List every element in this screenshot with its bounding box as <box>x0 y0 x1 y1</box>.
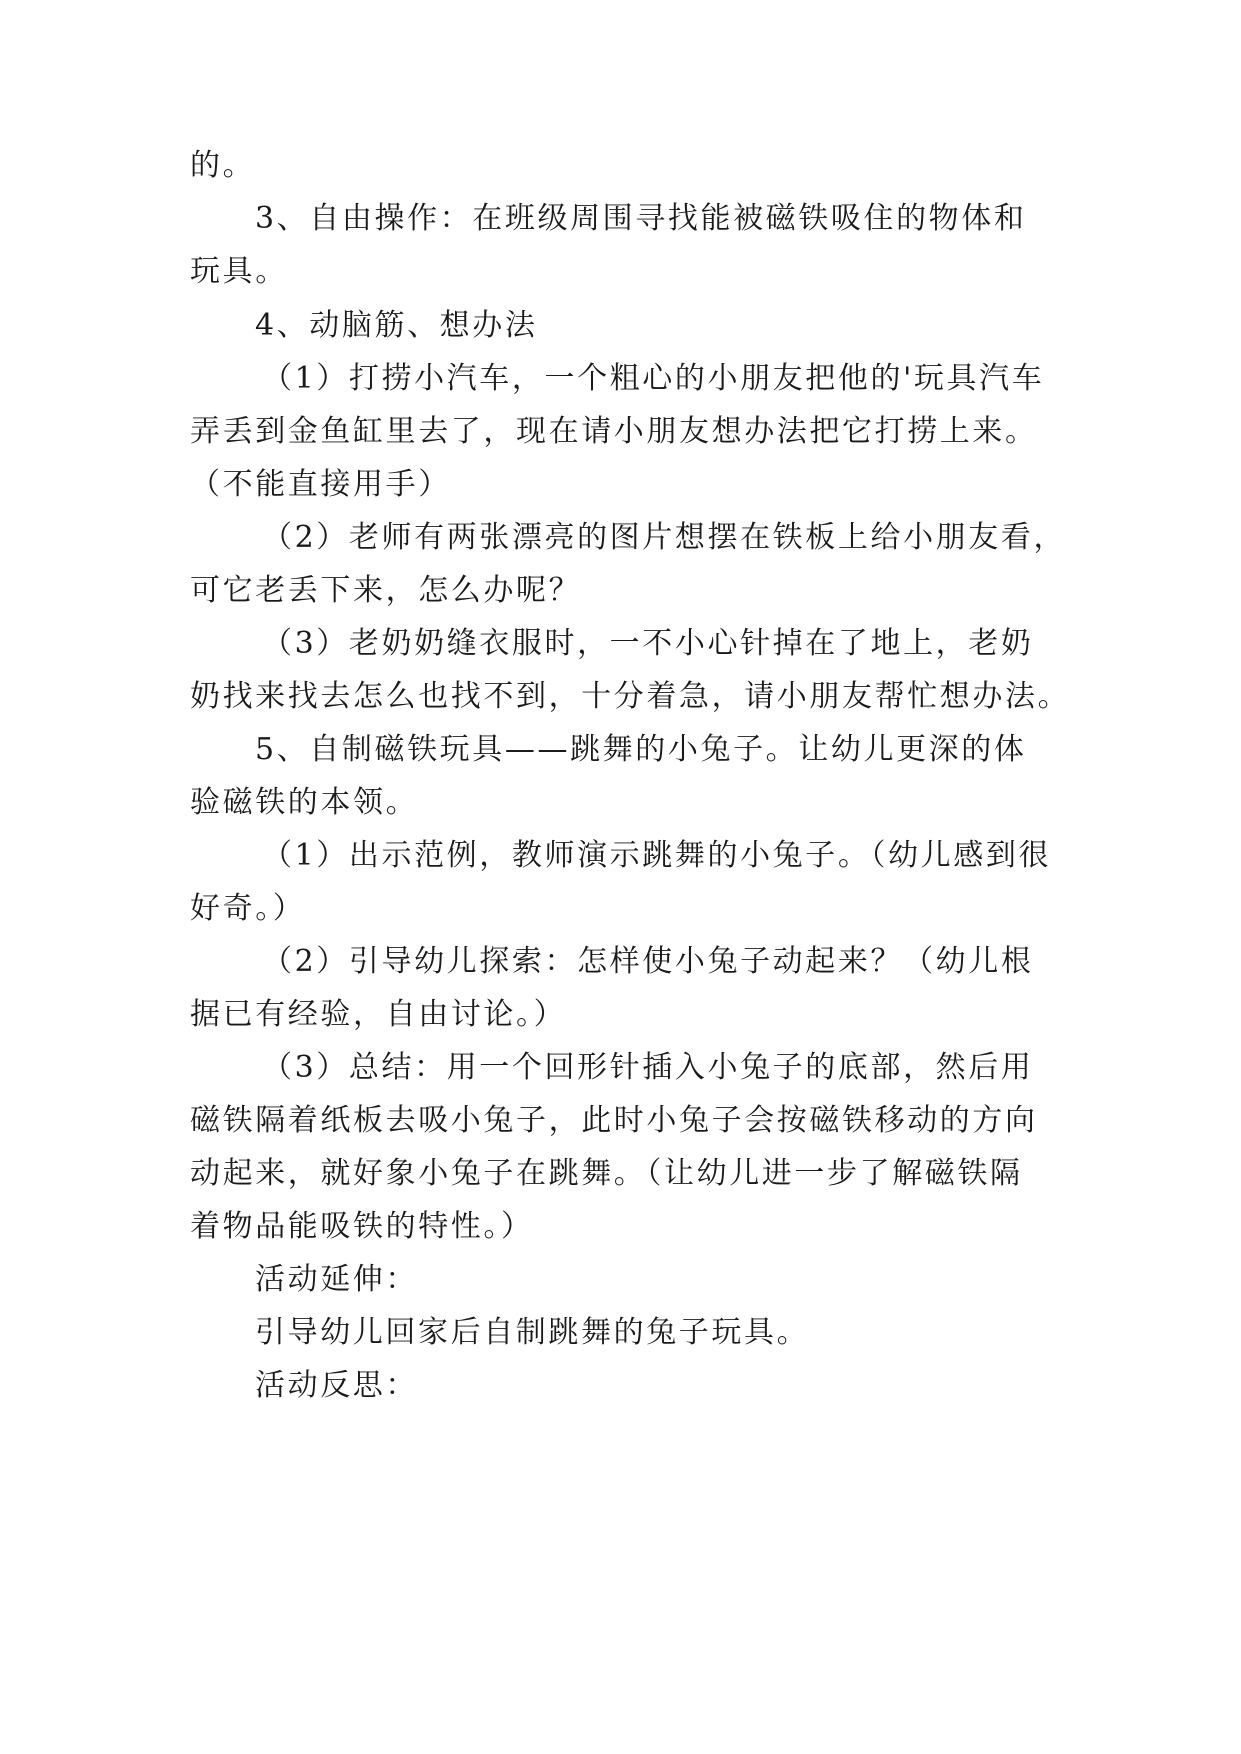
text-line: 动起来，就好象小兔子在跳舞。（让幼儿进一步了解磁铁隔 <box>190 1156 1023 1191</box>
text-line: （2）老师有两张漂亮的图片想摆在铁板上给小朋友看， <box>262 520 1067 555</box>
text-line: 5、自制磁铁玩具——跳舞的小兔子。让幼儿更深的体 <box>255 732 1027 767</box>
text-line: 据已有经验，自由讨论。） <box>190 997 567 1032</box>
text-line: 弄丢到金鱼缸里去了，现在请小朋友想办法把它打捞上来。 <box>190 414 1038 449</box>
text-line: （3）老奶奶缝衣服时，一不小心针掉在了地上，老奶 <box>262 626 1034 661</box>
text-line: 好奇。） <box>190 891 306 926</box>
text-line: 引导幼儿回家后自制跳舞的兔子玩具。 <box>255 1315 810 1350</box>
text-line: 奶找来找去怎么也找不到，十分着急，请小朋友帮忙想办法。 <box>190 679 1071 714</box>
text-line: 活动反思： <box>255 1368 418 1403</box>
text-line: 玩具。 <box>190 254 288 289</box>
text-line: 可它老丢下来，怎么办呢？ <box>190 573 582 608</box>
text-line: 着物品能吸铁的特性。） <box>190 1209 534 1244</box>
text-line: （1）打捞小汽车，一个粗心的小朋友把他的'玩具汽车 <box>262 361 1045 396</box>
text-line: 验磁铁的本领。 <box>190 785 419 820</box>
text-line: 的。 <box>190 148 256 183</box>
text-line: （不能直接用手） <box>190 467 451 502</box>
text-line: （2）引导幼儿探索：怎样使小兔子动起来？（幼儿根 <box>262 944 1034 979</box>
text-line: 3、自由操作：在班级周围寻找能被磁铁吸住的物体和 <box>255 201 1027 236</box>
text-line: 4、动脑筋、想办法 <box>255 308 538 343</box>
text-line: （1）出示范例，教师演示跳舞的小兔子。（幼儿感到很 <box>262 838 1052 873</box>
text-line: （3）总结：用一个回形针插入小兔子的底部，然后用 <box>262 1050 1034 1085</box>
text-line: 磁铁隔着纸板去吸小兔子，此时小兔子会按磁铁移动的方向 <box>190 1103 1038 1138</box>
text-line: 活动延伸： <box>255 1262 418 1297</box>
